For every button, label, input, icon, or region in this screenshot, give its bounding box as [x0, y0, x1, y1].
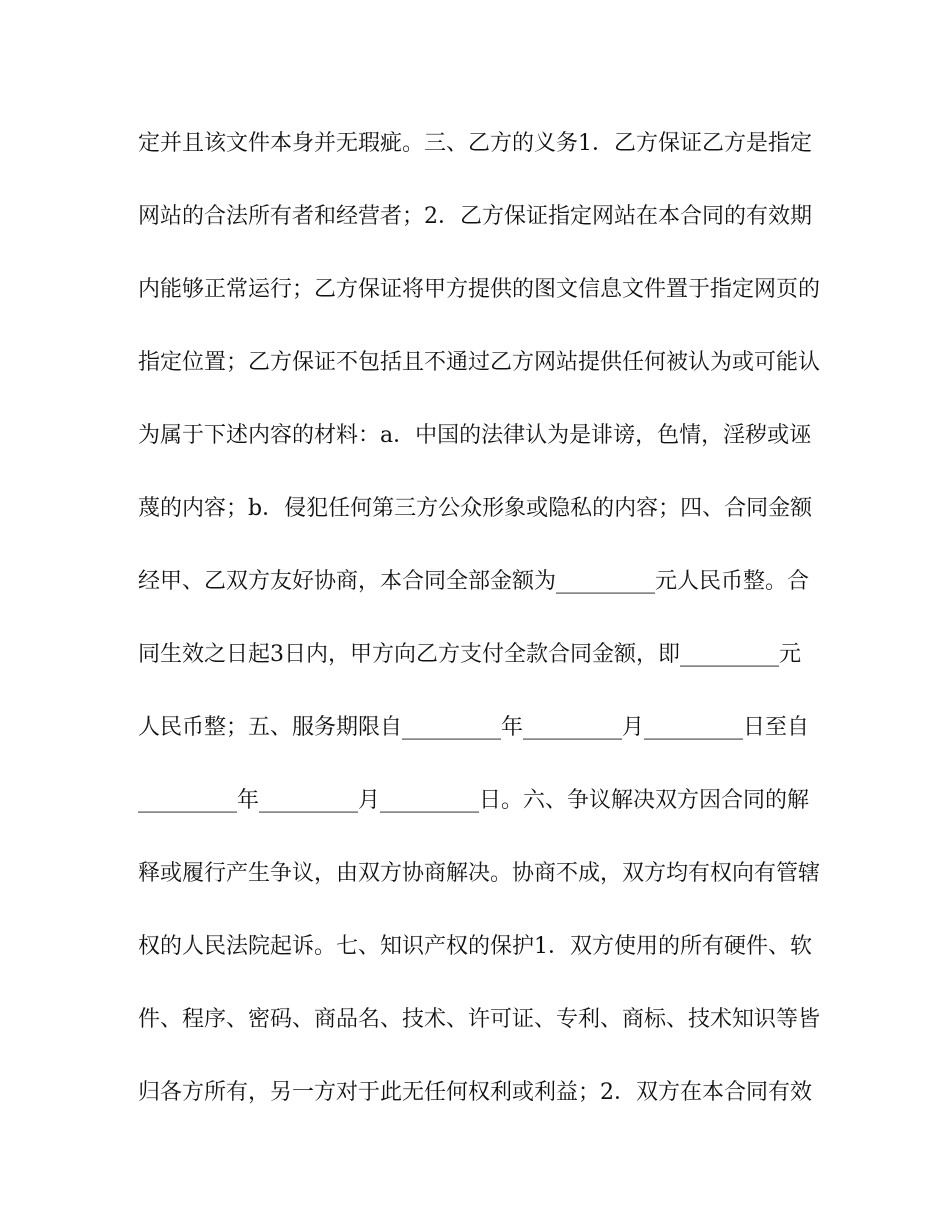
- text-line: 件、程序、密码、商品名、技术、许可证、专利、商标、技术知识等皆: [138, 1007, 821, 1032]
- text-line: 指定位置；乙方保证不包括且不通过乙方网站提供任何被认为或可能认: [138, 350, 821, 375]
- text-line: _________年_________月_________日。六、争议解决双方因合同的解: [138, 788, 810, 813]
- text-line: 释或履行产生争议，由双方协商解决。协商不成，双方均有权向有管辖: [138, 861, 821, 886]
- text-line: 人民币整；五、服务期限自_________年_________月_________日至自: [138, 715, 810, 740]
- text-line: 权的人民法院起诉。七、知识产权的保护1．双方使用的所有硬件、软: [138, 934, 812, 959]
- text-line: 为属于下述内容的材料：a．中国的法律认为是诽谤，色情，淫秽或诬: [138, 423, 812, 448]
- text-line: 经甲、乙双方友好协商，本合同全部金额为_________元人民币整。合: [138, 569, 810, 594]
- text-line: 同生效之日起3日内，甲方向乙方支付全款合同金额，即_________元: [138, 642, 801, 667]
- contract-body-text: [138, 120, 828, 1142]
- text-line: 蔑的内容；b．侵犯任何第三方公众形象或隐私的内容；四、合同金额: [138, 496, 813, 521]
- text-line: 网站的合法所有者和经营者；2．乙方保证指定网站在本合同的有效期: [138, 204, 812, 229]
- text-line: 定并且该文件本身并无瑕疵。三、乙方的义务1．乙方保证乙方是指定: [138, 131, 812, 156]
- text-line: 内能够正常运行；乙方保证将甲方提供的图文信息文件置于指定网页的: [138, 277, 821, 302]
- text-line: 归各方所有，另一方对于此无任何权利或利益；2．双方在本合同有效: [138, 1080, 812, 1105]
